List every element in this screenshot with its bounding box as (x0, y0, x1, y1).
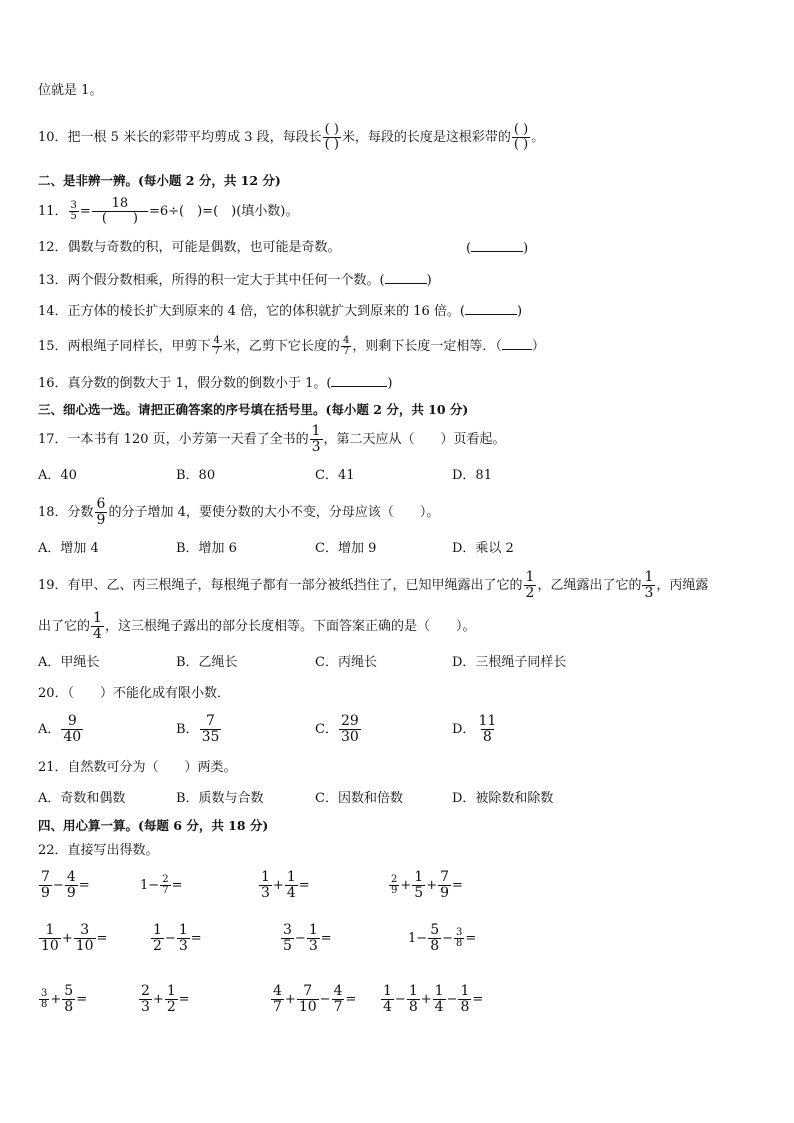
option-b[interactable]: B．乙绳长 (176, 655, 238, 670)
option-a[interactable]: A． $\frac{9}{40}$ (38, 713, 82, 745)
question-22: 22．直接写出得数。 (38, 843, 159, 858)
answer-fraction-blank[interactable]: ( ) ( ) (324, 122, 339, 152)
option-d[interactable]: D．三根绳子同样长 (452, 655, 567, 670)
calc-item: $\frac{3}{8}$ + $\frac{5}{8}$ = (41, 983, 88, 1015)
option-a[interactable]: A．奇数和偶数 (38, 791, 126, 806)
calc-item: $\frac{3}{5}$ − $\frac{1}{3}$ = (283, 922, 332, 954)
question-11: 11． $\frac{3}{5}$ = 18 ( ) =6÷( )=( )(填小数)。 (38, 196, 299, 226)
calc-item: $\frac{1}{4}$ − $\frac{1}{8}$ + $\frac{1}{4}$ − $\frac{1}{8}$ = (383, 983, 484, 1015)
question-19-line-1: 19．有甲、乙、丙三根绳子，每根绳子都有一部分被纸挡住了，已知甲绳露出了它的 $\frac{1}{2}$ ，乙绳露出了它的 $\frac{1}{3}$ ，丙绳露 (38, 569, 709, 601)
option-d[interactable]: D．81 (452, 468, 492, 483)
answer-blank[interactable] (331, 374, 387, 387)
calc-item: $\frac{1}{2}$ − $\frac{1}{3}$ = (153, 922, 202, 954)
question-15: 15．两根绳子同样长，甲剪下 $\frac{4}{7}$ 米，乙剪下它长度的 $\frac{4}{7}$ ，则剩下长度一定相等．（ ） (38, 334, 545, 357)
section-4-heading: 四、用心算一算。(每题 6 分，共 18 分) (38, 818, 269, 833)
question-10: 10．把一根 5 米长的彩带平均剪成 3 段，每段长 ( ) ( ) 米，每段的长度是这根彩带的 ( ) ( ) 。 (38, 122, 545, 152)
calc-item: $\frac{4}{7}$ + $\frac{7}{10}$ − $\frac{4}{7}$ = (273, 983, 357, 1015)
answer-blank[interactable] (502, 337, 532, 350)
calc-item: $\frac{1}{10}$ + $\frac{3}{10}$ = (41, 922, 108, 954)
option-c[interactable]: C．41 (315, 468, 355, 483)
calc-item: $\frac{1}{3}$ + $\frac{1}{4}$ = (261, 869, 310, 901)
option-b[interactable]: B．80 (176, 468, 216, 483)
answer-blank[interactable] (465, 302, 517, 315)
question-18: 18．分数 $\frac{6}{9}$ 的分子增加 4，要使分数的大小不变，分母应该（ ）。 (38, 496, 440, 528)
section-3-heading: 三、细心选一选。请把正确答案的序号填在括号里。(每小题 2 分，共 10 分) (38, 402, 469, 417)
calc-item: 1− $\frac{5}{8}$ − $\frac{3}{8}$ = (408, 922, 477, 954)
calc-item: $\frac{2}{9}$ + $\frac{1}{5}$ + $\frac{7}{9}$ = (391, 869, 463, 901)
question-13: 13．两个假分数相乘，所得的积一定大于其中任何一个数。( ) (38, 273, 432, 288)
option-c[interactable]: C．因数和倍数 (315, 791, 403, 806)
calc-item: $\frac{7}{9}$ − $\frac{4}{9}$ = (41, 869, 90, 901)
calc-item: 1− $\frac{2}{7}$ = (140, 873, 183, 896)
question-16: 16．真分数的倒数大于 1，假分数的倒数小于 1。( ) (38, 376, 393, 391)
question-14: 14．正方体的棱长扩大到原来的 4 倍，它的体积就扩大到原来的 16 倍。( ) (38, 304, 523, 319)
option-d[interactable]: D．乘以 2 (452, 541, 514, 556)
section-2-heading: 二、是非辨一辨。(每小题 2 分，共 12 分) (38, 173, 281, 188)
option-b[interactable]: B．增加 6 (176, 541, 237, 556)
option-a[interactable]: A．甲绳长 (38, 655, 100, 670)
answer-blank[interactable]: ( ) (466, 241, 529, 256)
question-20: 20．（ ）不能化成有限小数． (38, 686, 231, 701)
question-19-line-2: 出了它的 $\frac{1}{4}$ ，这三根绳子露出的部分长度相等。下面答案正确的是（ ）。 (38, 610, 476, 642)
option-c[interactable]: C． $\frac{29}{30}$ (315, 713, 359, 745)
option-a[interactable]: A．40 (38, 468, 77, 483)
continued-text: 位就是 1。 (38, 83, 103, 98)
option-d[interactable]: D．被除数和除数 (452, 791, 554, 806)
option-b[interactable]: B．质数与合数 (176, 791, 264, 806)
calc-item: $\frac{2}{3}$ + $\frac{1}{2}$ = (141, 983, 190, 1015)
answer-blank[interactable] (385, 271, 427, 284)
option-c[interactable]: C．增加 9 (315, 541, 377, 556)
option-d[interactable]: D． $\frac{11}{8}$ (452, 713, 497, 745)
question-12: 12．偶数与奇数的积，可能是偶数，也可能是奇数。 (38, 240, 341, 255)
question-21: 21．自然数可分为（ ）两类。 (38, 760, 237, 775)
answer-fraction-blank[interactable]: ( ) ( ) (513, 122, 529, 152)
option-b[interactable]: B． $\frac{7}{35}$ (176, 713, 220, 745)
option-a[interactable]: A．增加 4 (38, 541, 99, 556)
question-17: 17．一本书有 120 页，小芳第一天看了全书的 $\frac{1}{3}$ ，第二天应从（ ）页看起。 (38, 423, 506, 455)
option-c[interactable]: C．丙绳长 (315, 655, 377, 670)
